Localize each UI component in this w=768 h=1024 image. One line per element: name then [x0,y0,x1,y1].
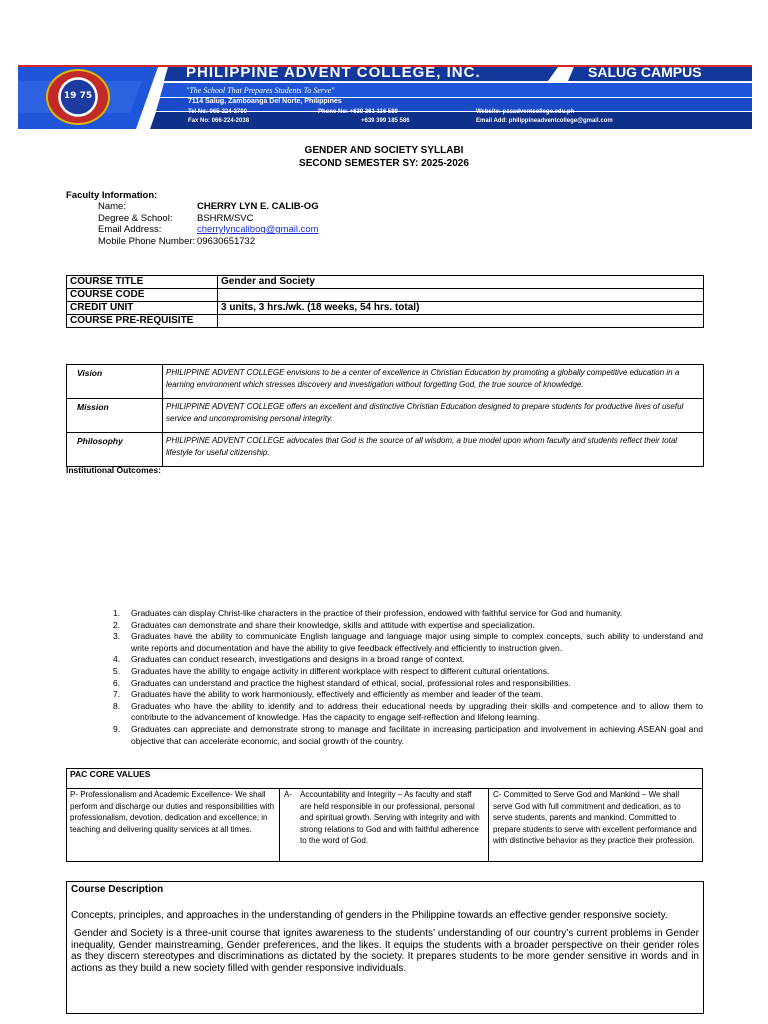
table-row [67,433,704,467]
list-item [113,620,703,632]
course-info-table [66,275,704,328]
philosophy-text: PHILIPPINE ADVENT COLLEGE advocates that God is the source of all wisdom, a true model upon whom faculty and students reflect their total lifestyle for useful citizenship. [163,433,704,467]
credit-unit-label: CREDIT UNIT [67,302,218,315]
prerequisite-value [218,315,704,328]
list-item [113,654,703,666]
outcome-number: 8. [113,700,121,711]
outcome-number: 1. [113,608,121,618]
list-item [113,689,703,701]
course-title-value: Gender and Society [218,276,704,289]
faculty-name-label: Name: [98,201,126,212]
syllabus-title: GENDER AND SOCIETY SYLLABI [304,145,464,156]
course-description-heading: Course Description [71,884,164,895]
list-item [113,631,703,654]
college-name: PHILIPPINE ADVENT COLLEGE, INC. [186,64,481,81]
email-address-header: Email Add: philippineadventcollege@gmail.com [476,118,613,124]
outcome-text: Graduates who have the ability to identify and to address their educational needs by upgrading their skills and competence and to allow them to contribute to the advancement of knowledge. Has the capacity to engage self-reflection and lifelong learning. [131,700,703,723]
course-description-paragraph-1: Concepts, principles, and approaches in the understanding of genders in the Philippine towards an effective gender responsive society. [71,910,668,921]
college-address: 7114 Salug, Zamboanga Del Norte, Philippines [188,98,342,105]
phone-number-2: +639 399 185 586 [361,118,410,124]
outcome-text: Graduates can conduct research, investigations and designs in a broad range of context. [131,654,465,665]
outcome-text: Graduates can understand and practice the highest standard of ethical, social, professional roles and responsibilities. [131,677,571,688]
college-motto: "The School That Prepares Students To Serve" [186,86,335,95]
phone-number: Phone No: +639 361 116 589 [318,109,398,115]
outcome-number: 3. [113,631,121,642]
outcome-number: 5. [113,665,121,676]
core-values-box [66,768,703,862]
course-code-label: COURSE CODE [67,289,218,302]
degree-school-label: Degree & School: [98,213,173,224]
semester-title: SECOND SEMESTER SY: 2025-2026 [299,158,469,169]
course-code-value [218,289,704,302]
list-item [113,701,703,724]
outcome-text: Graduates can display Christ-like characters in the practice of their profession, endowed with faithful service for God and humanity. [131,608,623,618]
mission-label: Mission [67,399,163,433]
email-label: Email Address: [98,224,162,235]
outcomes-list [113,608,703,747]
core-value-a-text: Accountability and Integrity – As faculty and staff are held responsible in our professional, personal and spiritual growth. Serving with integrity and with strong relations to God and with faithful adherence to the word of God. [300,790,480,845]
email-link[interactable]: cherrylyncalibog@gmail.com [197,224,319,235]
core-value-professionalism: P- Professionalism and Academic Excellence- We shall perform and discharge our duties and responsibilities with professionalism, devotion, dedication and excellence; in teaching and delivering quality services at all times. [70,790,275,834]
faculty-info-heading: Faculty Information: [66,190,158,201]
table-row [67,365,704,399]
vision-text: PHILIPPINE ADVENT COLLEGE envisions to be a center of excellence in Christian Education by promoting a globally competitive education in a learning environment which stresses discovery and investigation without forgetting God, the true source of knowledge. [163,365,704,399]
outcome-number: 7. [113,689,121,700]
outcome-number: 6. [113,677,121,688]
fax-number: Fax No: 066-224-2038 [188,118,250,124]
outcome-number: 4. [113,654,121,665]
table-row [67,315,704,328]
college-header-banner [18,63,752,129]
faculty-name-value: CHERRY LYN E. CALIB-OG [197,201,319,212]
core-value-commitment: C- Committed to Serve God and Mankind – We shall serve God with full commitment and dedication, as to serve students, parents and mankind. Committed to prepare students to serve with excellent performance and with distinctive behavior as they practice their profession. [488,788,703,861]
prerequisite-label: COURSE PRE-REQUISITE [67,315,218,328]
table-row [67,399,704,433]
table-row [67,302,704,315]
mobile-label: Mobile Phone Number: [98,236,196,247]
degree-school-value: BSHRM/SVC [197,213,254,224]
outcome-text: Graduates have the ability to communicate English language and language major using simple to complex concepts, such ability to understand and write reports and documentation and have the ability to give feedback effectively and efficiently to instruction given. [131,631,703,653]
vision-mission-table [66,364,704,467]
core-value-a-prefix: A- [284,790,292,799]
vision-label: Vision [67,365,163,399]
outcome-number: 9. [113,723,121,734]
course-description-box [66,881,704,1014]
campus-name: SALUG CAMPUS [588,64,702,80]
outcome-number: 2. [113,619,121,630]
philosophy-label: Philosophy [67,433,163,467]
mission-text: PHILIPPINE ADVENT COLLEGE offers an excellent and distinctive Christian Education designed to prepare students for productive lives of useful service and uncompromising personal integrity. [163,399,704,433]
course-title-label: COURSE TITLE [67,276,218,289]
table-row [67,289,704,302]
outcome-text: Graduates have the ability to engage activity in different workplace with respect to different cultural orientations. [131,665,550,676]
outcome-text: Graduates have the ability to work harmoniously, effectively and efficiently as member and leader of the team. [131,689,543,700]
list-item [113,666,703,678]
website: Website: pacadventcollege.edu.ph [476,109,575,115]
institutional-outcomes-label: Institutional Outcomes: [66,465,161,475]
mobile-value: 09630651732 [197,236,256,247]
outcome-text: Graduates can appreciate and demonstrate strong to manage and facilitate in increasing participation and involvement in achieving ASEAN goal and objective that can accelerate economic, and social growth of the country. [131,723,703,746]
college-seal-logo: 19 75 [46,69,110,125]
core-value-accountability [279,788,488,861]
list-item [113,724,703,747]
outcome-text: Graduates can demonstrate and share their knowledge, skills and attitude with expertise and specialization. [131,619,535,630]
core-values-heading: PAC CORE VALUES [70,769,151,779]
tel-number: Tel No: 065-224-2700 [188,109,247,115]
course-description-paragraph-2: Gender and Society is a three-unit course that ignites awareness to the students’ understanding of our country’s current problems in Gender inequality, Gender mainstreaming, Gender preferences, and the likes. It equips the students with a broader perspective on their gender roles as they discern stereotypes and discriminations as dictated by the society. It prepares students to be more gender sensitive in words and in actions as they build a new society filled with gender responsive individuals. [71,927,699,975]
table-row [67,276,704,289]
list-item [113,608,703,620]
credit-unit-value: 3 units, 3 hrs./wk. (18 weeks, 54 hrs. total) [218,302,704,315]
list-item [113,678,703,690]
